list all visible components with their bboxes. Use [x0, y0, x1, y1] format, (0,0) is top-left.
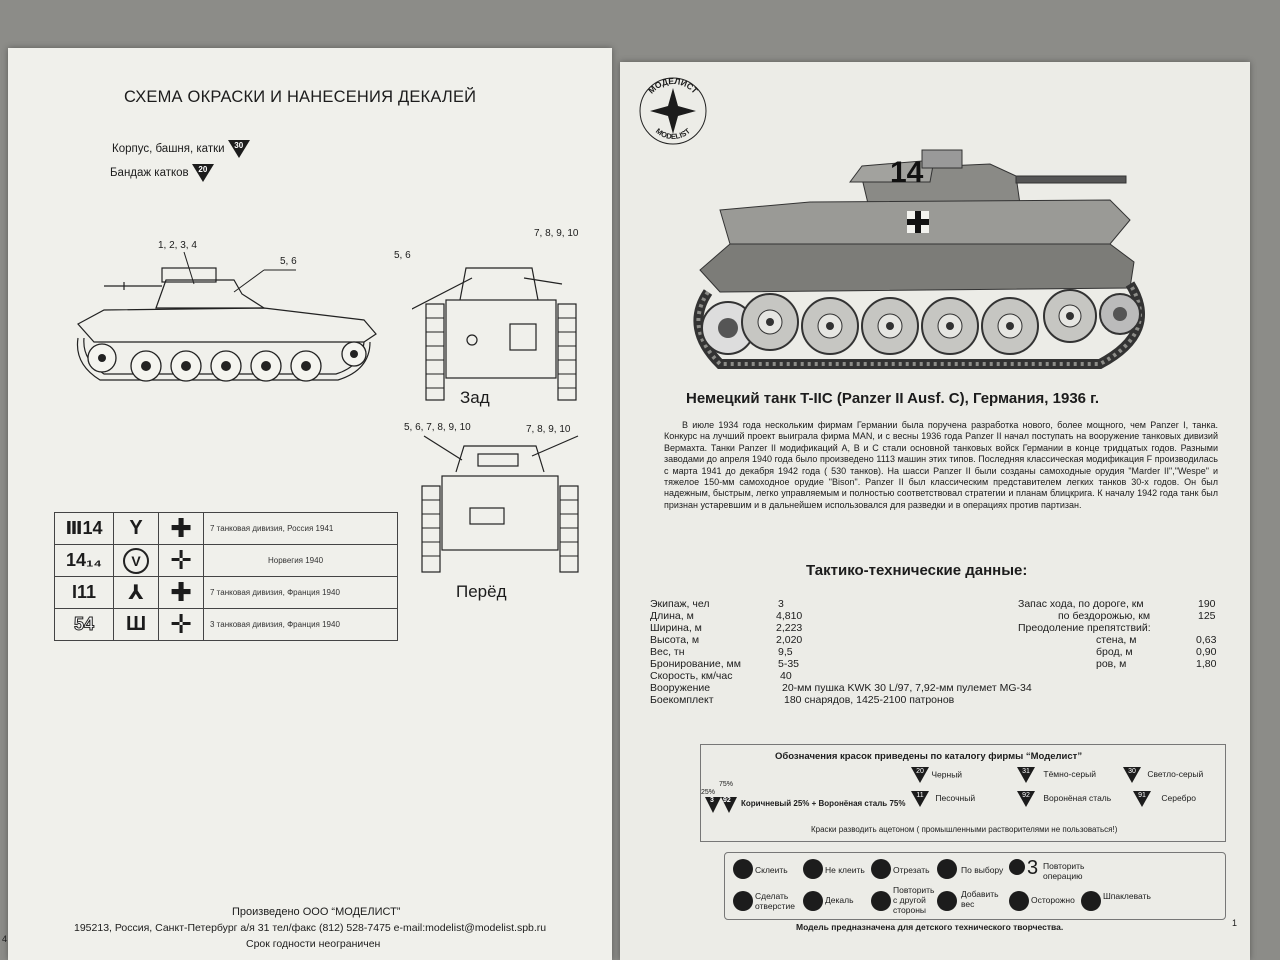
symbol-label: Повторить с другой стороны — [893, 885, 935, 915]
right-page — [620, 62, 1250, 960]
paint-key-label: Бандаж катков — [110, 167, 189, 180]
spec-value: 5-35 — [778, 658, 800, 670]
paint-legend — [700, 744, 1226, 842]
footer-note: Модель предназначена для детского технического творчества. — [796, 922, 1064, 932]
glue-icon — [733, 859, 753, 879]
spec-label: по бездорожью, км — [1058, 610, 1151, 622]
spec-label: Боекомплект — [650, 694, 714, 706]
spec-value: 125 — [1198, 610, 1216, 622]
tank-side-view-drawing — [64, 238, 384, 398]
repeat-icon — [1009, 859, 1025, 875]
page-number: 1 — [1232, 918, 1238, 928]
symbol-label: Осторожно — [1031, 895, 1075, 905]
view-label-front: Перёд — [456, 582, 507, 601]
spec-value: 190 — [1198, 598, 1216, 610]
spec-label: Длина, м — [650, 610, 694, 622]
drill-hole-icon — [733, 891, 753, 911]
symbol-label: Повторить операцию — [1043, 861, 1085, 881]
modelist-logo-icon — [638, 76, 708, 146]
spec-label: Вооружение — [650, 682, 711, 694]
marking-symbol: Y — [114, 513, 159, 545]
marking-number: 54 — [55, 609, 114, 641]
balkenkreuz-outline-icon: ✛ — [159, 545, 204, 577]
marking-description: 3 танковая дивизия, Франция 1940 — [204, 609, 398, 641]
spec-value: 3 — [778, 598, 784, 610]
no-glue-icon — [803, 859, 823, 879]
mix-label: Коричневый 25% + Воронёная сталь 75% — [741, 799, 906, 808]
symbol-label: Не клеить — [825, 865, 865, 875]
marking-description: 7 танковая дивизия, Франция 1940 — [204, 577, 398, 609]
callout-side-right: 5, 6 — [280, 256, 297, 267]
spec-value: 9,5 — [778, 646, 793, 658]
paint-code-badge: 30 — [228, 140, 250, 158]
spec-label: Ширина, м — [650, 622, 702, 634]
spec-value: 2,020 — [776, 634, 803, 646]
spec-label: Высота, м — [650, 634, 700, 646]
symbol-label: Шпаклевать — [1103, 891, 1151, 901]
page-title: СХЕМА ОКРАСКИ И НАНЕСЕНИЯ ДЕКАЛЕЙ — [124, 88, 477, 106]
spec-value: 180 снарядов, 1425-2100 патронов — [784, 694, 955, 706]
mirror-repeat-icon — [871, 891, 891, 911]
spec-label: Преодоление препятствий: — [1018, 622, 1151, 634]
decal-star-icon — [803, 891, 823, 911]
marking-number: 14₁₄ — [55, 545, 114, 577]
marking-symbol: Ш — [114, 609, 159, 641]
symbol-label: Декаль — [825, 895, 854, 905]
turret-number: 14 — [890, 156, 924, 189]
spec-label: ров, м — [1096, 658, 1127, 670]
mix-code-b: 92 — [723, 797, 731, 804]
shelf-life-line: Срок годности неограничен — [246, 938, 381, 950]
balkenkreuz-icon: ✚ — [159, 513, 204, 545]
spec-label: стена, м — [1096, 634, 1137, 646]
symbol-label: Сделать отверстие — [755, 891, 795, 911]
marking-description: 7 танковая дивизия, Россия 1941 — [204, 513, 398, 545]
repeat-count: 3 — [1027, 857, 1039, 879]
spec-value: 20-мм пушка KWK 30 L/97, 7,92-мм пулемет MG-34 — [782, 682, 1032, 694]
tank-front-view-drawing — [412, 426, 592, 576]
spec-label: Запас хода, по дороге, км — [1018, 598, 1144, 610]
spec-value: 0,63 — [1196, 634, 1217, 646]
paint-color-item: 30 Светло-серый — [1123, 767, 1203, 783]
putty-icon — [1081, 891, 1101, 911]
marking-symbol: V — [114, 545, 159, 577]
spec-label: брод, м — [1096, 646, 1133, 658]
paint-color-item: 11 Песочный — [911, 791, 975, 807]
tank-heading: Немецкий танк T-IIC (Panzer II Ausf. C), Германия, 1936 г. — [686, 390, 1100, 407]
weight-icon — [937, 891, 957, 911]
page-number: 4 — [2, 934, 8, 944]
callout-rear-left: 5, 6 — [394, 250, 411, 261]
left-page — [2, 48, 612, 960]
symbol-label: Отрезать — [893, 865, 930, 875]
spec-value: 2,223 — [776, 622, 803, 634]
symbol-label: По выбору — [961, 865, 1004, 875]
tank-rear-view-drawing — [412, 248, 592, 408]
paint-color-item: 20 Черный — [911, 767, 962, 783]
spec-label: Бронирование, мм — [650, 658, 741, 670]
table-row — [55, 577, 398, 609]
spec-value: 40 — [780, 670, 792, 682]
balkenkreuz-icon: ✚ — [159, 577, 204, 609]
paint-color-item: 91 Серебро — [1133, 791, 1196, 807]
assembly-symbols-legend — [724, 852, 1226, 920]
mix-code-a: 3 — [710, 797, 714, 804]
paint-color-item: 92 Воронёная сталь — [1017, 791, 1111, 807]
callout-front-left: 5, 6, 7, 8, 9, 10 — [404, 422, 471, 433]
paint-key-tyres — [110, 164, 214, 182]
road-wheels-drawing — [730, 270, 1110, 380]
paint-legend-title: Обозначения красок приведены по каталогу фирмы “Моделист” — [775, 751, 1083, 762]
marking-symbol: ⅄ — [114, 577, 159, 609]
symbol-label: Склеить — [755, 865, 788, 875]
manufacturer-line: Произведено ООО “МОДЕЛИСТ” — [232, 906, 401, 918]
table-row — [55, 513, 398, 545]
spec-value: 1,80 — [1196, 658, 1217, 670]
marking-number: Ⅲ14 — [55, 513, 114, 545]
caution-icon — [1009, 891, 1029, 911]
paint-key-hull — [112, 140, 250, 158]
markings-table — [54, 512, 398, 641]
cut-icon — [871, 859, 891, 879]
specs-title: Тактико-технические данные: — [806, 562, 1028, 579]
paint-code-badge: 20 — [192, 164, 214, 182]
balkenkreuz-outline-icon: ✛ — [159, 609, 204, 641]
callout-side-top: 1, 2, 3, 4 — [158, 240, 197, 251]
spec-label: Скорость, км/час — [650, 670, 733, 682]
table-row — [55, 609, 398, 641]
mix-pct-a: 25% — [701, 789, 716, 796]
marking-number: I11 — [55, 577, 114, 609]
callout-rear-right: 7, 8, 9, 10 — [534, 228, 579, 239]
spec-label: Экипаж, чел — [650, 598, 710, 610]
paint-note: Краски разводить ацетоном ( промышленными растворителями не пользоваться!) — [811, 825, 1118, 834]
view-label-rear: Зад — [460, 388, 490, 407]
paint-color-item: 31 Тёмно-серый — [1017, 767, 1096, 783]
spec-value: 4,810 — [776, 610, 803, 622]
marking-description: Норвегия 1940 — [204, 545, 398, 577]
spec-value: 0,90 — [1196, 646, 1217, 658]
callout-front-right: 7, 8, 9, 10 — [526, 424, 571, 435]
choice-icon — [937, 859, 957, 879]
svg-text:MODELIST: MODELIST — [654, 126, 692, 142]
spec-label: Вес, тн — [650, 646, 685, 658]
table-row — [55, 545, 398, 577]
paint-key-label: Корпус, башня, катки — [112, 143, 225, 156]
svg-text:МОДЕЛИСТ: МОДЕЛИСТ — [646, 76, 701, 96]
symbol-label: Добавить вес — [961, 889, 999, 909]
history-text: В июле 1934 года нескольким фирмам Германии была поручена разработка нового, более мощного, чем Panzer I, танка. Конкурс на лучший проект выиграла фирма MAN, и с весны 1936 года Panzer II начал поступать на вооружение танковых дивизий Вермахта. Танки Panzer II модификаций A, B и C стали основной танковых войск Германии в конце тридцатых годов. Разными заводами до апреля 1940 года было произведено 1113 машин этих типов. Последняя классическая модификация F производилась с марта 1941 до декабря 1942 года ( 530 танков). На шасси Panzer II были созданы самоходные орудия "Marder II","Wespe" и тяжелое 150-мм самоходное орудие "Bison". Panzer II был классическим представителем легких танков 30-х годов. Он был надежным, быстрым, легко управляемым и полностью соответствовал стратегии и планам блицкрига. К началу 1942 года танк был признан устаревшим и в дальнейшем использовался для разведки и в операциях против партизан. — [664, 420, 1218, 510]
address-line: 195213, Россия, Санкт-Петербург а/я 31 тел/факс (812) 528-7475 e-mail:modelist@modelist.spb.ru — [74, 922, 547, 934]
mix-pct-b: 75% — [719, 781, 734, 788]
